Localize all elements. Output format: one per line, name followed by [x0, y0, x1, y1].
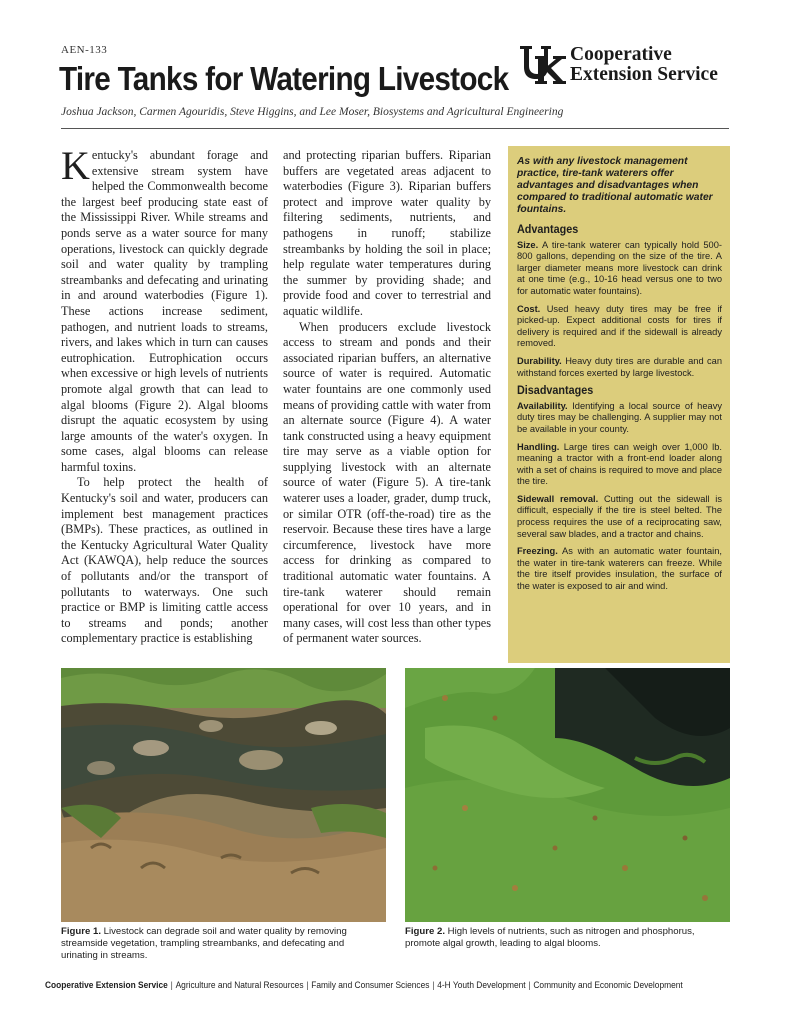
page-footer: Cooperative Extension Service | Agriculture and Natural Resources | Family and Consumer Sciences | 4-H Youth Development | Community and Economic Development: [45, 980, 683, 990]
footer-program: Agriculture and Natural Resources: [175, 980, 304, 990]
item-term: Freezing.: [517, 546, 558, 557]
disadvantage-item: [517, 442, 722, 488]
item-text: Identifying a local source of heavy duty tires may be challenging. A supplier may not be available in your county.: [517, 400, 722, 434]
disadvantage-item: [517, 401, 722, 436]
figure-1-caption: [61, 926, 383, 962]
footer-program: 4-H Youth Development: [437, 980, 526, 990]
figure-1-photo: [61, 668, 386, 922]
sidebar-intro: As with any livestock management practice, tire-tank waterers offer advantages and disadvantages when compared to traditional automatic water fountains.: [517, 156, 713, 215]
drop-cap: K: [61, 143, 90, 188]
body-paragraph: [61, 143, 268, 475]
authors-line: Joshua Jackson, Carmen Agouridis, Steve Higgins, and Lee Moser, Biosystems and Agricultural Engineering: [61, 106, 564, 118]
publication-id: AEN-133: [61, 44, 108, 56]
body-column-1: [61, 143, 268, 647]
logo-line-2: Extension Service: [570, 64, 718, 85]
body-column-2: [283, 148, 491, 647]
caption-text: Livestock can degrade soil and water quality by removing streamside vegetation, trampling streambanks, and defecating and urinating in streams.: [61, 926, 347, 961]
item-text: Heavy duty tires are durable and can withstand forces exerted by large livestock.: [517, 355, 722, 378]
figure-2-photo: [405, 668, 730, 922]
figure-2-caption: [405, 926, 730, 950]
disadvantage-item: [517, 494, 722, 540]
disadvantages-heading: Disadvantages: [517, 383, 594, 398]
pros-cons-sidebar: [508, 146, 730, 663]
item-term: Availability.: [517, 400, 568, 411]
advantage-item: [517, 304, 722, 350]
body-paragraph: and protecting riparian buffers. Riparian buffers are vegetated areas adjacent to waterbodies (Figure 3). Riparian buffers protect and improve water quality by filtering sediments, nutrients, and pathogens in runoff; stabilize streambanks by holding the soil in place; help regulate water temperatures during the summer by providing shade; and provide food and cover to terrestrial and aquatic wildlife.: [283, 148, 491, 318]
item-term: Handling.: [517, 441, 560, 452]
uk-logo-icon: [518, 44, 568, 86]
advantage-item: [517, 240, 722, 298]
page-title: Tire Tanks for Watering Livestock: [59, 60, 509, 97]
item-text: As with an automatic water fountain, the water in tire-tank waterers can freeze. While the tire itself provides insulation, the surface of the water is exposed to air and wind.: [517, 546, 722, 592]
item-text: Cutting out the sidewall is difficult, especially if the tire is steel belted. The process requires the use of a reciprocating saw, several saw blades, and a tractor and chains.: [517, 493, 722, 539]
header-divider: [61, 128, 729, 129]
item-text: Used heavy duty tires may be free if picked-up. Expect additional costs for tires if delivery is required and if the sidewall is already removed.: [517, 303, 722, 349]
caption-text: High levels of nutrients, such as nitrogen and phosphorus, promote algal growth, leading to algal blooms.: [405, 926, 695, 949]
item-text: Large tires can weigh over 1,000 lb. meaning a tractor with a front-end loader along with a set of chains is required to move and place the tire.: [517, 441, 722, 487]
paragraph-text: entucky's abundant forage and extensive stream system have helped the Commonwealth become the largest beef producing state east of the Mississippi River. While streams and ponds serve as a water source for many operations, livestock can quickly degrade soil and water quality by trampling streambanks and defecating and urinating in and around waterbodies (Figure 1). These actions increase sediment, pathogen, and nutrient loads to streams, rivers, and lakes which in turn can causes eutrophication. Eutrophication occurs when excessive or high levels of nutrients promote algal growth that can lead to algal blooms (Figure 2). Algal blooms disrupt the aquatic ecosystem by using large amounts of the water's oxygen. In some cases, algal blooms can release harmful toxins.: [61, 148, 268, 474]
algal-bloom-photo: [405, 668, 730, 922]
item-term: Durability.: [517, 355, 562, 366]
figure-label: Figure 2.: [405, 926, 445, 937]
logo-wordmark: [570, 45, 718, 85]
item-term: Size.: [517, 239, 539, 250]
footer-program: Family and Consumer Sciences: [311, 980, 430, 990]
disadvantage-item: [517, 546, 722, 592]
body-paragraph: To help protect the health of Kentucky's soil and water, producers can implement best management practices (BMPs). These practices, as outlined in the Kentucky Agricultural Water Quality Act (KAWQA), help reduce the sources of pollutants and/or the transport of pollutants to waterways. One such practice or BMP is limiting cattle access to streams and ponds; another complementary practice is establishing: [61, 475, 268, 646]
logo-line-1: Cooperative: [570, 44, 672, 65]
advantage-item: [517, 356, 722, 379]
advantages-heading: Advantages: [517, 222, 579, 236]
item-term: Sidewall removal.: [517, 493, 599, 504]
footer-program: Community and Economic Development: [533, 980, 683, 990]
trampled-stream-photo: [61, 668, 386, 922]
body-paragraph: When producers exclude livestock access to stream and ponds and their associated riparian buffers, an alternative source of water is required. Automatic water fountains are one commonly used means of providing cattle with water from an alternate source (Figure 4). A water tank constructed using a heavy equipment tire may serve as a viable option for supplying livestock with an alternate source of water (Figure 5). A tire-tank waterer uses a loader, grader, dump truck, or similar OTR (off-the-road) tire as the reservoir. Because these tires have a large circumference, livestock have more access for drinking as compared to traditional automatic water fountains. A tire-tank waterer should remain operational for over 10 years, and in many cases, will cost less than other types of permanent water sources.: [283, 319, 491, 646]
figure-label: Figure 1.: [61, 926, 101, 937]
extension-logo: [518, 44, 733, 86]
item-term: Cost.: [517, 303, 541, 314]
item-text: A tire-tank waterer can typically hold 500-800 gallons, depending on the size of the tire. A larger diameter means more livestock can drink at one time (e.g., 10-16 head versus one to two for automatic water fountains).: [517, 239, 722, 296]
footer-org: Cooperative Extension Service: [45, 980, 168, 990]
